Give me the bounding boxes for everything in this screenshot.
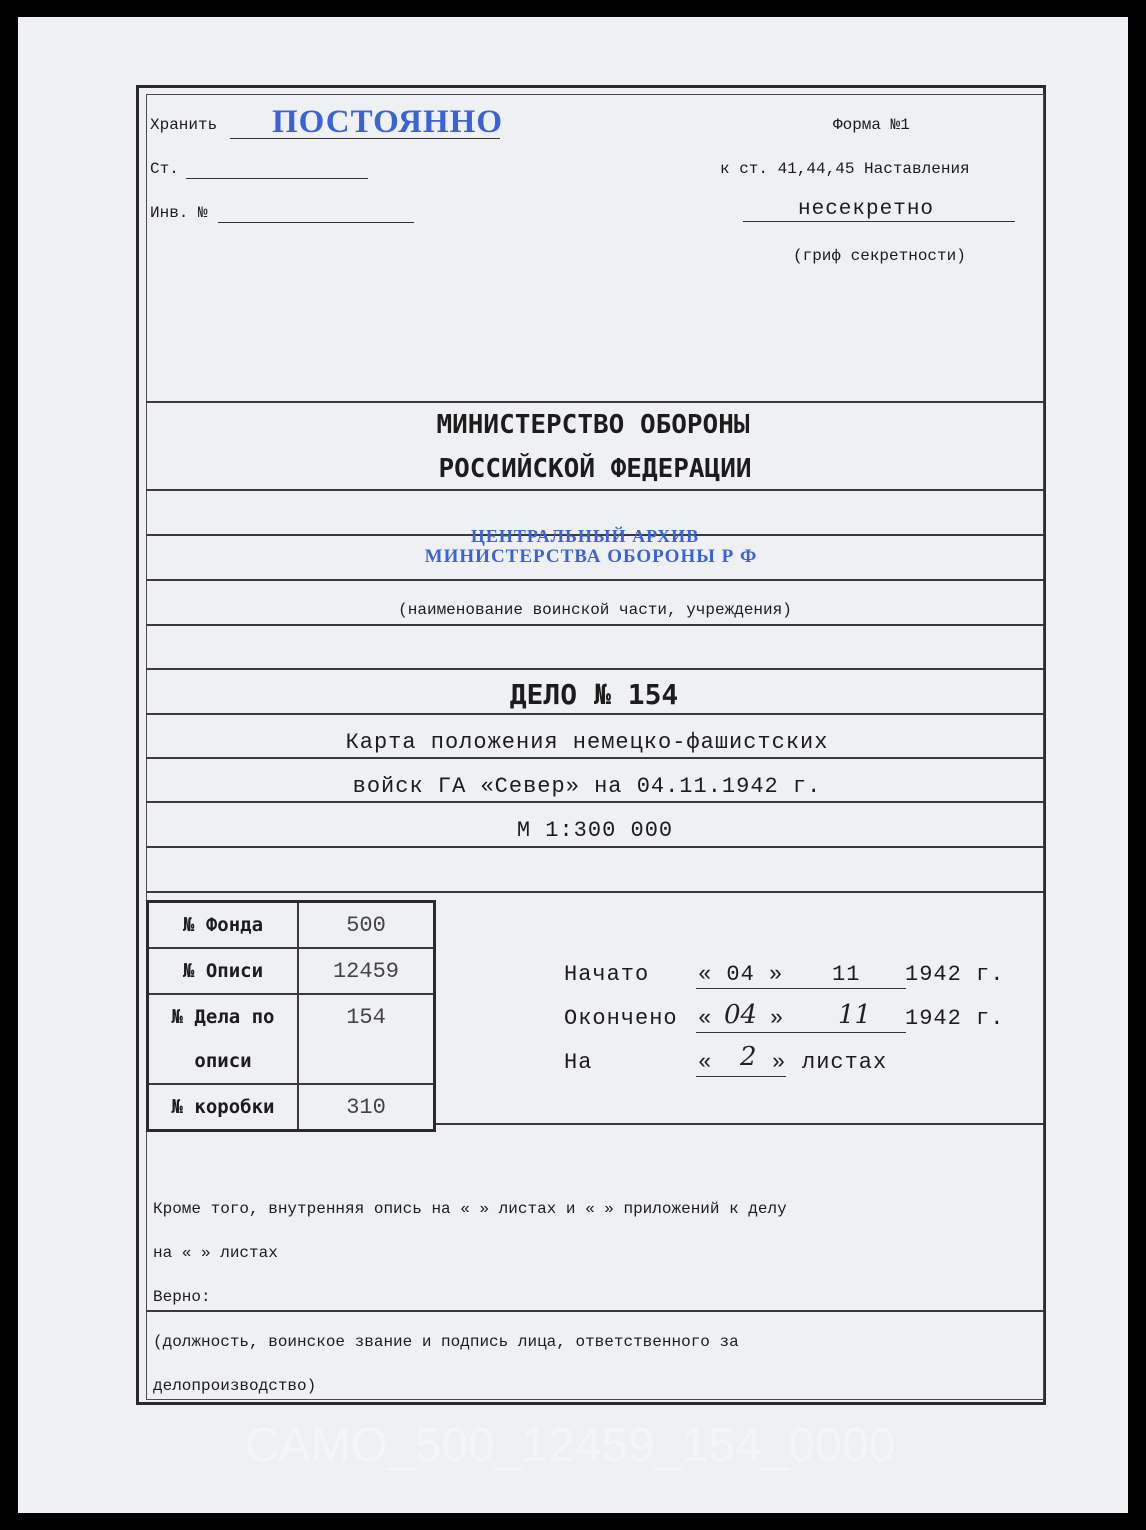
table-row [148,902,435,949]
rule-line [146,401,1044,403]
sheets-underline [696,1076,786,1077]
inv-underline [218,222,414,223]
st-label: Ст. [150,160,179,178]
on-label: На [564,1050,593,1075]
case-title: ДЕЛО № 154 [509,678,679,711]
responsible-caption-line1: (должность, воинское звание и подпись лица, ответственного за [153,1333,739,1351]
store-value-stamp: ПОСТОЯННО [272,104,504,140]
store-underline [230,138,500,139]
rule-line [146,713,1044,715]
secrecy-underline [743,221,1015,222]
unit-caption: (наименование воинской части, учреждения) [398,601,792,619]
verified-label: Верно: [153,1288,211,1306]
form-label: Форма №1 [833,116,910,134]
st-underline [186,178,368,179]
rule-line [146,801,1044,803]
delo-value-cont [298,1039,435,1084]
delo-label: № Дела по [148,994,299,1039]
secrecy-caption: (гриф секретности) [793,247,966,265]
rule-line [146,891,1044,893]
sheets-open-quote: « [698,1050,713,1075]
internal-inventory-line: Кроме того, внутренняя опись на « » листах и « » приложений к делу [153,1200,787,1218]
rule-line [146,668,1044,670]
rule-line [146,757,1044,759]
started-year: 1942 г. [905,962,1005,987]
table-row [148,1084,435,1131]
table-row [148,1039,435,1084]
box-label: № коробки [148,1084,299,1131]
sheets-count-handwritten: 2 [740,1042,757,1072]
rule-line [146,1310,1044,1312]
fond-value: 500 [298,902,435,949]
secrecy-value: несекретно [798,198,935,221]
responsible-caption-line2: делопроизводство) [153,1377,317,1395]
inv-label: Инв. № [150,204,208,222]
sheets-close-quote: » [772,1050,787,1075]
table-row [148,948,435,994]
rule-line [146,489,1044,491]
sheets-label: листах [802,1050,888,1075]
ended-label: Окончено [564,1006,678,1031]
ended-year: 1942 г. [905,1006,1005,1031]
opis-label: № Описи [148,948,299,994]
opis-value: 12459 [298,948,435,994]
started-label: Начато [564,962,650,987]
case-description-line1: Карта положения немецко-фашистских [345,730,829,755]
rule-line [146,624,1044,626]
delo-label-cont: описи [148,1039,299,1084]
rule-line [146,846,1044,848]
internal-inventory-line2: на « » листах [153,1244,278,1262]
case-description-line2: войск ГА «Север» на 04.11.1942 г. [352,774,822,799]
ended-day-handwritten: 04 [724,1000,758,1030]
delo-value: 154 [298,994,435,1039]
store-label: Хранить [150,116,218,134]
ministry-line1: МИНИСТЕРСТВО ОБОРОНЫ [436,410,750,440]
ended-close-quote: » [770,1006,785,1031]
archive-stamp-line2: МИНИСТЕРСТВА ОБОРОНЫ Р Ф [424,546,758,567]
articles-reference: к ст. 41,44,45 Наставления [720,160,970,178]
started-underline [696,988,906,989]
ministry-line2: РОССИЙСКОЙ ФЕДЕРАЦИИ [438,454,752,484]
table-row [148,994,435,1039]
started-day: « 04 » [698,962,784,987]
box-value: 310 [298,1084,435,1131]
ended-open-quote: « [698,1006,713,1031]
fond-label: № Фонда [148,902,299,949]
archive-stamp-line1: ЦЕНТРАЛЬНЫЙ АРХИВ [470,526,700,546]
ended-month-handwritten: 11 [838,1000,872,1030]
started-month: 11 [832,962,861,987]
rule-line [146,579,1044,581]
case-scale: М 1:300 000 [516,818,674,843]
watermark: САМО_500_12459_154_0000 [245,1419,896,1472]
ended-underline [696,1032,906,1033]
archive-info-table [146,900,436,1132]
